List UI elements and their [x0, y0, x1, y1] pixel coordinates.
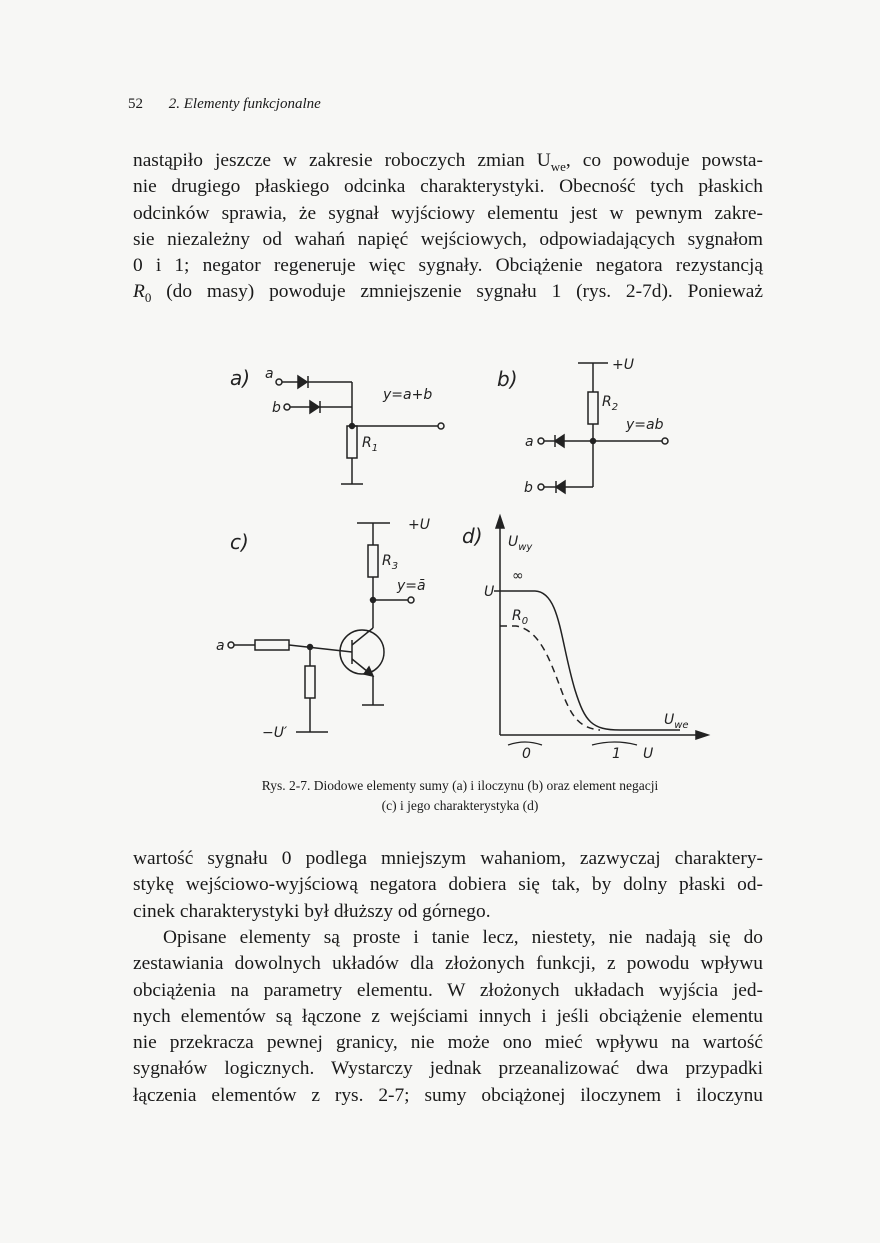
tick-0: 0 [522, 746, 531, 762]
text-line: nie drugiego płaskiego odcinka charakterystyki. Obecność tych płaskich [133, 176, 763, 198]
panel-d-label: d) [462, 524, 483, 548]
paragraph-3 [133, 925, 763, 1109]
tick-1: 1 [612, 746, 621, 762]
page-number: 52 [128, 96, 143, 112]
resistor-r2-label: $R_2$ [602, 394, 619, 413]
figure-caption [160, 776, 760, 816]
supply-c: +U [408, 517, 430, 533]
input-a-c: a [216, 638, 225, 654]
output-or: y=a+b [383, 387, 433, 403]
chapter-title: 2. Elementy funkcjonalne [168, 96, 321, 112]
input-a: a [265, 366, 274, 382]
curve-infinity: ∞ [512, 568, 524, 584]
text-line: stykę wejściowo-wyjściową negatora dobiera się tak, by dolny płaski od- [133, 874, 763, 896]
text-line: wartość sygnału 0 podlega mniejszym wahaniom, zazwyczaj charaktery- [133, 848, 763, 869]
text-line: 0 i 1; negator regeneruje więc sygnały. Obciążenie negatora rezystancją [133, 255, 763, 277]
text-line: sygnałów logicznych. Wystarczy jednak przeanalizować dwa przypadki [133, 1058, 763, 1080]
text-line: nastąpiło jeszcze w zakresie roboczych zmian $U_{we}$, co powoduje powsta- [133, 150, 763, 174]
caption-line: Rys. 2-7. Diodowe elementy sumy (a) i iloczynu (b) oraz element negacji [261, 778, 659, 793]
curve-r0: $R_0$ [512, 608, 529, 627]
output-and: y=ab [626, 417, 664, 433]
page-header [128, 96, 321, 113]
text-line: Opisane elementy są proste i tanie lecz, niestety, nie nadają się do [163, 927, 763, 948]
text-line: odcinków sprawia, że sygnał wyjściowy elementu jest w pewnym zakre- [133, 202, 763, 224]
supply-b: +U [612, 357, 634, 373]
text-line: $R_0$ (do masy) powoduje zmniejszenie sygnału 1 (rys. 2-7d). Ponieważ [133, 281, 763, 306]
text-line: zestawiania dowolnych układów dla złożonych funkcji, z powodu wpływu [133, 953, 763, 975]
output-not: y=ā [397, 578, 426, 594]
panel-b-label: b) [497, 367, 518, 391]
input-a-b: a [525, 434, 534, 450]
paragraph-2 [133, 846, 763, 925]
neg-supply: −U′ [262, 725, 288, 741]
paragraph-1 [133, 148, 763, 306]
figure-labels [216, 357, 689, 762]
text-line: obciążenia na parametry elementu. W złożonych układach wyjścia jed- [133, 979, 763, 1001]
text-line: łączenia elementów z rys. 2-7; sumy obciążonej iloczynem i iloczynu [133, 1084, 763, 1106]
input-b: b [272, 400, 281, 416]
caption-line: (c) i jego charakterystyka (d) [381, 798, 539, 813]
tick-u: U [643, 746, 654, 762]
text-line: cinek charakterystyki był dłuższy od górnego. [133, 900, 491, 922]
resistor-r3-label: $R_3$ [382, 553, 399, 572]
text-line: nych elementów są łączone z wejściami innych i jeśli obciążenie elementu [133, 1005, 763, 1027]
level-u: U [484, 584, 495, 600]
x-axis-label: $U_{we}$ [664, 712, 689, 731]
input-b-b: b [524, 480, 533, 496]
text-line: sie niezależny od wahań napięć wejściowych, odpowiadających sygnałom [133, 228, 763, 250]
y-axis-label: $U_{wy}$ [508, 534, 533, 553]
panel-a-label: a) [230, 366, 251, 390]
resistor-r1-label: $R_1$ [362, 435, 379, 454]
figure-2-7 [0, 340, 880, 770]
panel-c-label: c) [230, 530, 249, 554]
text-line: nie przekracza pewnej granicy, nie może ono mieć wpływu na wartość [133, 1032, 763, 1054]
